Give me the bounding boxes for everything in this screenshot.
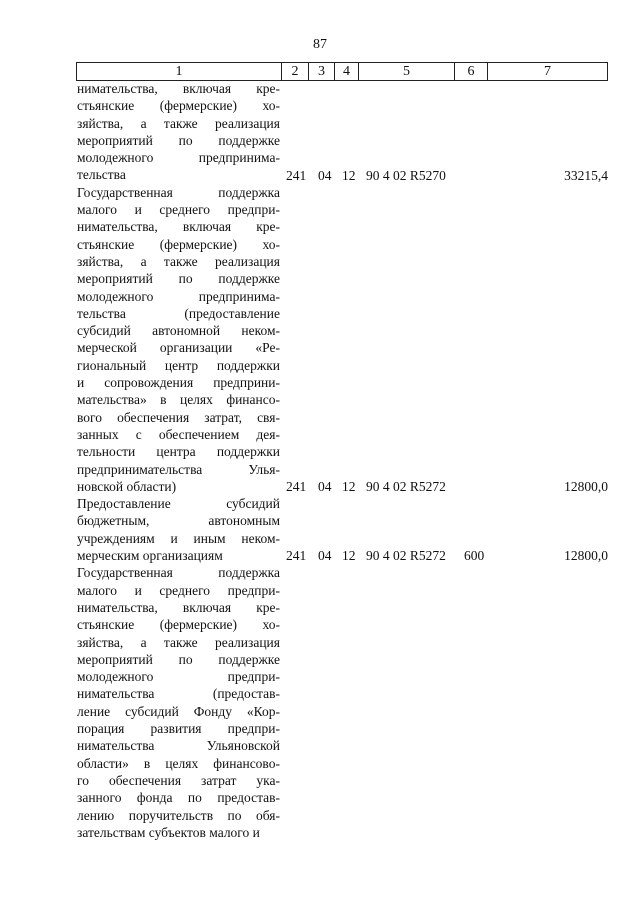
- table-header: [76, 62, 608, 81]
- grbs-code: 241: [286, 478, 307, 494]
- description-line: Государственная поддержка: [77, 565, 280, 581]
- description-line: го обеспечения затрат ука-: [77, 772, 280, 788]
- header-col-3: 3: [309, 63, 335, 80]
- description-line: предпринимательства Улья-: [77, 461, 280, 477]
- description-line: Государственная поддержка: [77, 184, 280, 200]
- header-col-5: 5: [359, 63, 455, 80]
- header-col-6: 6: [455, 63, 488, 80]
- description-line: нимательства Ульяновской: [77, 738, 280, 754]
- section-code: 04: [318, 548, 332, 564]
- description-line: вого обеспечения затрат, свя-: [77, 409, 280, 425]
- description-line: малого и среднего предпри-: [77, 202, 280, 218]
- header-col-2: 2: [282, 63, 309, 80]
- description-line: нимательства, включая кре-: [77, 599, 280, 615]
- description-line: порация развития предпри-: [77, 721, 280, 737]
- description-line: стьянские (фермерские) хо-: [77, 236, 280, 252]
- description-line: занных с обеспечением дея-: [77, 426, 280, 442]
- description-line: новской области): [77, 478, 177, 494]
- description-line: тельства (предоставление: [77, 305, 280, 321]
- description-line: бюджетным, автономным: [77, 513, 280, 529]
- expense-type-code: 600: [464, 548, 485, 564]
- description-line: ление субсидий Фонду «Кор-: [77, 703, 280, 719]
- description-line: молодежного предпринима-: [77, 288, 280, 304]
- amount: 12800,0: [564, 478, 608, 494]
- row-description: [77, 184, 280, 495]
- section-code: 04: [318, 478, 332, 494]
- description-line: малого и среднего предпри-: [77, 582, 280, 598]
- description-line: нимательства, включая кре-: [77, 81, 280, 96]
- description-line: мерческим организациям: [77, 548, 223, 564]
- target-article-code: 90 4 02 R5272: [366, 478, 446, 494]
- amount: 12800,0: [564, 548, 608, 564]
- target-article-code: 90 4 02 R5270: [366, 167, 446, 183]
- description-line: тельности центра поддержки: [77, 444, 280, 460]
- amount: 33215,4: [564, 167, 608, 183]
- description-line: области» в целях финансово-: [77, 755, 280, 771]
- grbs-code: 241: [286, 548, 307, 564]
- subsection-code: 12: [342, 548, 356, 564]
- description-line: мероприятий по поддержке: [77, 271, 280, 287]
- description-line: зяйства, а также реализация: [77, 253, 280, 269]
- description-line: гиональный центр поддержки: [77, 357, 280, 373]
- section-code: 04: [318, 167, 332, 183]
- description-line: Предоставление субсидий: [77, 496, 280, 512]
- table-row: [0, 547, 640, 564]
- description-line: молодежного предпри-: [77, 669, 280, 685]
- header-col-7: 7: [544, 64, 551, 79]
- table-row: [0, 478, 640, 495]
- description-line: занного фонда по предостав-: [77, 790, 280, 806]
- row-description: [77, 564, 280, 841]
- description-line: зяйства, а также реализация: [77, 634, 280, 650]
- header-col-1: 1: [77, 63, 282, 80]
- description-line: мероприятий по поддержке: [77, 132, 280, 148]
- subsection-code: 12: [342, 478, 356, 494]
- description-line: нимательства (предостав-: [77, 686, 280, 702]
- description-line: мероприятий по поддержке: [77, 651, 280, 667]
- header-col-4: 4: [335, 63, 359, 80]
- description-line: мательства» в целях финансо-: [77, 392, 280, 408]
- description-line: молодежного предпринима-: [77, 150, 280, 166]
- grbs-code: 241: [286, 167, 307, 183]
- table-row: [0, 167, 640, 184]
- description-line: субсидий автономной неком-: [77, 323, 280, 339]
- page-number: 87: [313, 37, 327, 52]
- description-line: тельства: [77, 167, 126, 183]
- description-line: стьянские (фермерские) хо-: [77, 98, 280, 114]
- description-line: учреждениям и иным неком-: [77, 530, 280, 546]
- description-line: и сопровождения предприни-: [77, 375, 280, 391]
- description-line: стьянские (фермерские) хо-: [77, 617, 280, 633]
- description-line: нимательства, включая кре-: [77, 219, 280, 235]
- description-line: мерческой организации «Ре-: [77, 340, 280, 356]
- description-line: зательствам субъектов малого и: [77, 824, 260, 840]
- description-line: зяйства, а также реализация: [77, 115, 280, 131]
- description-line: лению поручительств по обя-: [77, 807, 280, 823]
- target-article-code: 90 4 02 R5272: [366, 548, 446, 564]
- subsection-code: 12: [342, 167, 356, 183]
